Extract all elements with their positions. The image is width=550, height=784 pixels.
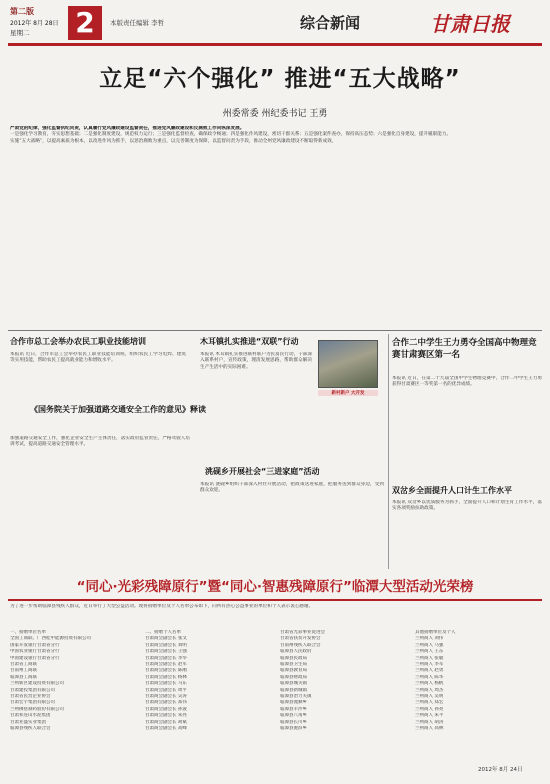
donor-entry: 甘肃祁连山水泥集团	[10, 713, 51, 719]
donor-entry: 兰州商人 张敏	[415, 655, 444, 661]
donor-entry: 甘肃商会副会长 刘明	[145, 642, 187, 648]
donor-entry: 甘肃商会副会长 周平	[145, 687, 187, 693]
newspaper-logo: 甘肃日报	[430, 12, 510, 36]
article-body-family-planning: 本报讯 双岔乡以优质服务为抓手，全面提升人口和计划生育工作水平，落实各项奖励扶助政策。	[392, 500, 542, 512]
donor-entry: 临潭县长川乡	[280, 719, 307, 725]
donor-entry: 兰州商人 吴明	[415, 694, 444, 700]
donor-entry: 甘南州工商联	[10, 668, 37, 674]
donor-entry: 甘肃商会副会长 郑伟	[145, 700, 187, 706]
donor-entry: 中国农业银行甘肃省分行	[10, 649, 60, 655]
donor-entry: 全国工商联、广西桂中能源投资有限公司	[10, 636, 91, 642]
article-body-taoyan-village: 本报讯 洮砚乡组织干部深入村社开展活动，把政策送进家庭，把服务送到群众身边，受到群众欢迎。	[200, 482, 384, 494]
edition-info	[10, 6, 66, 42]
donor-entry: 甘南州残疾人联合会	[280, 642, 321, 648]
article-body-traffic-safety: 加强道路交通安全工作，强化企业安全生产主体责任，落实政府监管责任，严格驾驶人培训考试，提高道路交通安全管理水平。	[10, 436, 190, 448]
donor-entry: 临潭县卫生局	[280, 662, 307, 668]
donor-entry: 甘肃亚盛实业集团	[10, 719, 46, 725]
honor-roll-rule	[8, 599, 542, 601]
donor-list-1	[10, 630, 135, 760]
donor-entry: 兰州商人 周杰	[415, 687, 444, 693]
donor-entry: 兰州商人 陈华	[415, 674, 444, 680]
donor-entry: 甘肃商会副会长 张文	[145, 636, 187, 642]
section-divider	[8, 330, 542, 331]
honor-roll-banner	[8, 573, 542, 597]
donor-entry: 临潭县八角乡	[280, 713, 307, 719]
article-title-family-planning: 双岔乡全面提升人口计生工作水平	[392, 486, 512, 495]
donor-entry: 临潭县新城镇	[280, 687, 307, 693]
donor-entry: 甘肃商会副会长 孙波	[145, 706, 187, 712]
donor-entry: 临潭县冶力关镇	[280, 694, 312, 700]
article-body-workers-training: 本报讯 近日，合作市总工会举办农民工职业技能培训班，组织农民工学习电焊、建筑等实用技能，帮助农民工提高就业能力和增收水平。	[10, 352, 186, 364]
lead-paragraph-2: 一是强化学习教育，夯实思想基础；二是强化制度建设，规范权力运行；三是强化监督检查，确保政令畅通；四是强化作风建设，密切干群关系；五是强化案件查办，保持高压态势；六是强化自身建设，提升履职能力。	[10, 132, 452, 138]
donor-entry: 甘肃商会副会长 李华	[145, 655, 187, 661]
donor-entry: 国家开发银行甘肃省分行	[10, 642, 60, 648]
donor-entry: 临潭县羊沙乡	[280, 706, 307, 712]
donor-entry: 兰州商人 郑宏	[415, 700, 444, 706]
masthead	[0, 0, 550, 44]
article-title-taoyan-village: 洮砚乡开展社会“三进家庭”活动	[205, 467, 320, 476]
donor-entry: 兰州商人 王东	[415, 649, 444, 655]
article-title-physics-contest: 合作二中学生王力勇夺全国高中物理竞赛甘肃赛区第一名	[392, 338, 537, 360]
donor-entry: 临潭县城关镇	[280, 681, 307, 687]
donor-entry: 兰州商人 高林	[415, 726, 444, 732]
donor-entry: 甘肃建投集团有限公司	[10, 687, 55, 693]
donor-entry: 兰州商人 孙亮	[415, 706, 444, 712]
donor-entry: 甘肃商会副会长 吴涛	[145, 694, 187, 700]
page-editor: 本版责任编辑 李哲	[110, 19, 165, 27]
donor-entry: 甘肃商会副会长 赵军	[145, 662, 187, 668]
donor-entry: 兰州商人 杨帆	[415, 681, 444, 687]
article-body-muer-town: 本报讯 木耳镇扎实推进联村联户为民富民行动，干部深入联系村户，宣传政策，理清发展思路，帮助群众解决生产生活中的实际困难。	[200, 352, 312, 370]
donor-entry: 临潭县民政局	[280, 655, 307, 661]
donor-list-4	[415, 630, 540, 760]
article-body-physics-contest: 本报讯 近日，在第二十九届全国中学生物理竞赛中，合作二中学生王力勇获得甘肃赛区一等奖第一名的优异成绩。	[392, 376, 542, 388]
donor-entry: 临潭县残疾人联合会	[10, 726, 51, 732]
donor-entry: 甘肃商会副会长 王强	[145, 649, 187, 655]
donor-entry: 甘肃商会副会长 高峰	[145, 726, 187, 732]
edition-label: 第二版	[10, 7, 34, 16]
donor-entry: 临潭县工商联	[10, 674, 37, 680]
donor-entry: 临潭县教育局	[280, 668, 307, 674]
donor-entry: 兰州商人 刘伟	[415, 636, 444, 642]
donor-entry: 兰州商人 马强	[415, 642, 444, 648]
donor-entry: 甘肃商会副会长 马东	[145, 681, 187, 687]
section-title: 综合新闻	[300, 14, 361, 32]
donor-list-3	[280, 630, 405, 760]
donor-entry: 甘肃省工商联	[10, 662, 37, 668]
donor-entry: 兰州佛慈制药股份有限公司	[10, 706, 64, 712]
donor-entry: 二、捐赠个人名单	[145, 630, 181, 635]
photo-caption: 新村新户 大开发	[318, 390, 378, 396]
donor-intro: 为了进一步帮助临潭县残疾人群众，近日举行了大型公益活动。现将捐赠单位及个人名单公布如下，向所有热心公益事业的单位和个人表示衷心感谢。	[10, 604, 314, 609]
news-photo	[318, 340, 378, 388]
masthead-rule	[8, 43, 542, 46]
donor-entry: 甘肃商会副会长 陈刚	[145, 668, 187, 674]
lead-paragraph-1: 严肃党的纪律，强化监督执纪问责，认真履行党风廉政建设监督责任，推进党风廉政建设和反腐败工作向纵深发展。	[10, 126, 245, 131]
donor-entry: 兰州商人 朱平	[415, 713, 444, 719]
honor-roll-title: “同心·光彩残障原行”暨“同心·智惠残障原行”临潭大型活动光荣榜	[76, 579, 474, 595]
donor-entry: 其他捐赠单位及个人	[415, 630, 456, 635]
donor-entry: 中国建设银行甘肃省分行	[10, 655, 60, 661]
issue-weekday: 星期二	[10, 29, 30, 37]
article-title-traffic-safety: 《国务院关于加强道路交通安全工作的意见》释读	[30, 405, 206, 414]
article-title-muer-town: 木耳镇扎实推进“双联”行动	[200, 337, 299, 346]
donor-entry: 甘肃商会副会长 朱亮	[145, 713, 187, 719]
donor-entry: 甘肃省民营企业协会	[10, 694, 51, 700]
donor-entry: 兰州新区建设投资有限公司	[10, 681, 64, 687]
donor-entry: 甘肃商会副会长 胡斌	[145, 719, 187, 725]
lead-byline: 州委常委 州纪委书记 王勇	[222, 109, 328, 119]
donor-entry: 临潭县人民政府	[280, 649, 312, 655]
donor-entry: 临潭县洮滨乡	[280, 726, 307, 732]
donor-entry: 兰州商人 胡涛	[415, 719, 444, 725]
article-title-workers-training: 合作市总工会举办农民工职业技能培训	[10, 337, 146, 346]
donor-entry: 甘肃省扶贫开发协会	[280, 636, 321, 642]
donor-entry: 一、捐赠单位名单	[10, 630, 46, 635]
lead-paragraph-3: 实施“五大战略”，以提高素质为根本，以改进作风为抓手，以惩治腐败为重点，以完善制度为保障，以监督问责为手段，推动全州党风廉政建设不断取得新成效。	[10, 138, 337, 144]
donor-list-2	[145, 630, 270, 760]
donor-entry: 临潭县流顺乡	[280, 700, 307, 706]
donor-entry: 甘肃商会副会长 杨林	[145, 674, 187, 680]
donor-entry: 甘肃宏宇集团有限公司	[10, 700, 55, 706]
lead-body	[10, 126, 540, 326]
column-divider	[388, 334, 389, 569]
donor-entry: 临潭县财政局	[280, 674, 307, 680]
lead-headline: 立足“六个强化” 推进“五大战略”	[99, 66, 461, 92]
donor-entry: 甘肃省光彩事业促进会	[280, 630, 325, 635]
donor-entry: 兰州商人 李军	[415, 662, 444, 668]
donor-entry: 兰州商人 赵勇	[415, 668, 444, 674]
issue-date: 2012年 8月 28日	[10, 20, 59, 27]
footer-date: 2012年 8月 24日	[478, 767, 523, 773]
page-number-badge: 2	[68, 6, 102, 40]
